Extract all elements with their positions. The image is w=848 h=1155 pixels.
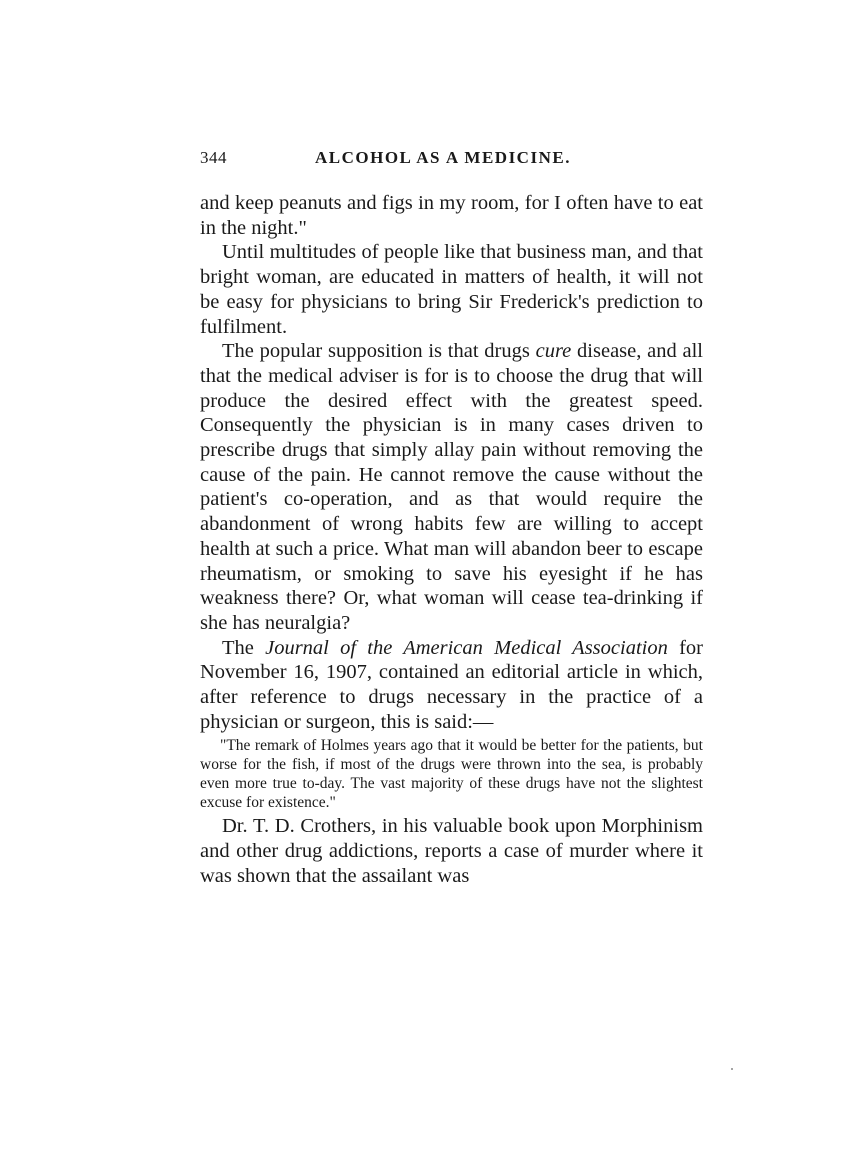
running-head: ALCOHOL AS A MEDICINE.	[315, 148, 571, 167]
paragraph-physicians: Until multitudes of people like that business man, and that bright woman, are educated in matters of health, it will not be easy for physicians to bring Sir Frederick's prediction to fulfilment.	[200, 241, 703, 338]
block-quote: "The remark of Holmes years ago that it would be better for the patients, but worse for the fish, if most of the drugs were thrown into the sea, is probably even more true to-day. The vast majority of these drugs have not the slightest excuse for existence."	[200, 737, 703, 812]
page-header	[200, 148, 703, 174]
paragraph-journal-rest: for November 16, 1907, contained an editorial article in which, after reference to drugs necessary in the practice of a physician or surgeon, this is said:—	[200, 636, 703, 733]
paragraph-continued: and keep peanuts and figs in my room, for I often have to eat in the night."	[200, 192, 703, 239]
paragraph-journal-start: The	[222, 636, 266, 659]
paragraph-crothers: Dr. T. D. Crothers, in his valuable book upon Morphinism and other drug addictions, reports a case of murder where it was shown that the assailant was	[200, 815, 703, 887]
paragraph-drugs-cure-start: The popular supposition is that drugs	[222, 340, 536, 363]
paragraph-journal	[200, 636, 703, 735]
body-text	[200, 191, 703, 889]
emphasis-cure: cure	[535, 340, 572, 363]
paragraph-drugs-cure	[200, 339, 703, 635]
paragraph-drugs-cure-rest: disease, and all that the medical adviser is for is to choose the drug that will produce the desired effect with the greatest speed. Consequently the physician is in many cases driven to prescribe drugs that simply allay pain without removing the cause of the pain. He cannot remove the cause without the patient's co-operation, and as that would require the abandonment of wrong habits few are willing to accept health at such a price. What man will abandon beer to escape rheumatism, or smoking to save his eyesight if he has weakness there? Or, what woman will cease tea-drinking if she has neuralgia?	[200, 340, 703, 634]
page-number: 344	[200, 148, 227, 167]
paper-speck	[731, 1068, 733, 1070]
journal-title: Journal of the American Medical Association	[265, 636, 668, 659]
